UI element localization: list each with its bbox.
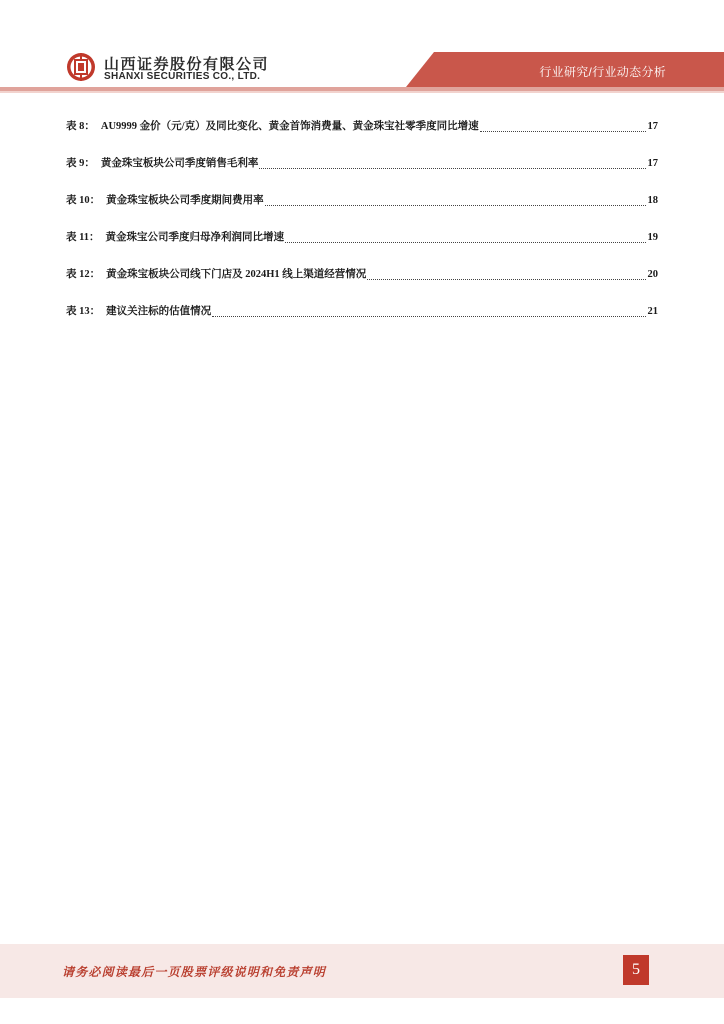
- header-banner: [0, 0, 724, 100]
- toc-entry-page: 18: [647, 195, 658, 206]
- toc-leader-dots: [367, 268, 645, 280]
- toc-leader-dots: [259, 157, 645, 169]
- table-of-contents: [66, 120, 658, 342]
- toc-entry-page: 21: [647, 306, 658, 317]
- toc-entry[interactable]: [66, 120, 658, 157]
- toc-entry-title: 黄金珠宝板块公司季度销售毛利率: [100, 158, 259, 169]
- toc-leader-dots: [265, 194, 646, 206]
- toc-entry-number: 表 12：: [66, 269, 101, 280]
- toc-entry-number: 表 8：: [66, 121, 95, 132]
- page-footer: [0, 944, 724, 998]
- toc-entry-page: 17: [647, 121, 658, 132]
- toc-entry[interactable]: [66, 305, 658, 342]
- company-name-cn: 山西证券股份有限公司: [104, 56, 270, 73]
- report-type-label: 行业研究/行业动态分析: [539, 65, 666, 79]
- toc-leader-dots: [212, 305, 645, 317]
- toc-entry[interactable]: [66, 268, 658, 305]
- company-name-en: SHANXI SECURITIES CO., LTD.: [104, 71, 261, 82]
- toc-entry[interactable]: [66, 157, 658, 194]
- toc-entry-page: 19: [647, 232, 658, 243]
- toc-entry[interactable]: [66, 231, 658, 268]
- toc-entry-title: 黄金珠宝板块公司线下门店及 2024H1 线上渠道经营情况: [106, 269, 367, 280]
- toc-entry-title: 建议关注标的估值情况: [106, 306, 212, 317]
- toc-entry-title: 黄金珠宝公司季度归母净利润同比增速: [105, 232, 285, 243]
- toc-entry-number: 表 10：: [66, 195, 101, 206]
- page-header: [0, 0, 724, 100]
- company-logo-icon: [66, 52, 96, 82]
- toc-entry[interactable]: [66, 194, 658, 231]
- toc-leader-dots: [285, 231, 645, 243]
- toc-entry-page: 20: [647, 269, 658, 280]
- disclaimer-notice: 请务必阅读最后一页股票评级说明和免责声明: [62, 965, 327, 979]
- toc-entry-number: 表 11：: [66, 232, 100, 243]
- toc-entry-title: AU9999 金价（元/克）及同比变化、黄金首饰消费量、黄金珠宝社零季度同比增速: [100, 121, 479, 132]
- toc-entry-title: 黄金珠宝板块公司季度期间费用率: [106, 195, 264, 206]
- toc-entry-page: 17: [647, 158, 658, 169]
- toc-entry-number: 表 9：: [66, 158, 95, 169]
- toc-entry-number: 表 13：: [66, 306, 101, 317]
- toc-leader-dots: [480, 120, 646, 132]
- page-number: 5: [623, 955, 649, 985]
